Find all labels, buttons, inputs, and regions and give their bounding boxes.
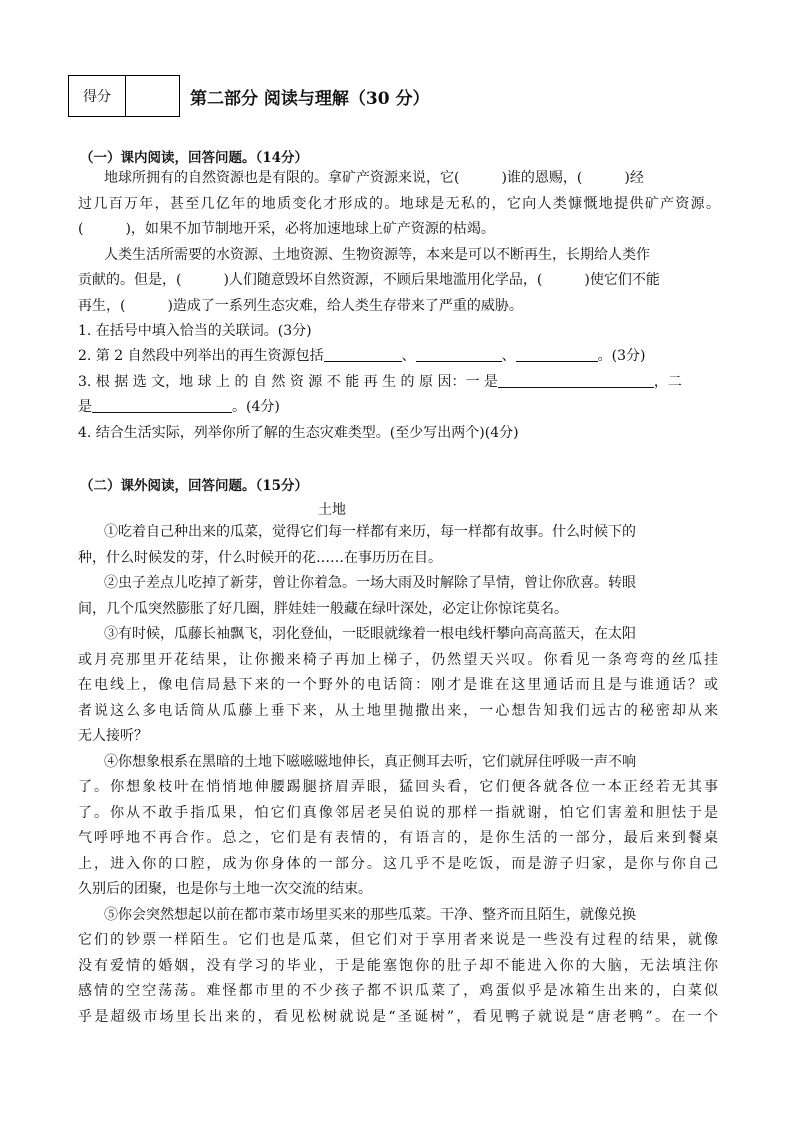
article-line: 了。你从不敢手指瓜果，怕它们真像邻居老吴伯说的那样一指就谢，怕它们害羞和胆怯于是 [78, 805, 718, 821]
passage1-line: 过几百万年，甚至几亿年的地质变化才形成的。地球是无私的，它向人类慷慨地提供矿产资源。 [78, 196, 720, 212]
article-line: 它们的钞票一样陌生。它们也是瓜菜，但它们对于享用者来说是一些没有过程的结果，就像 [78, 932, 718, 948]
article-line: 感情的空空荡荡。难怪都市里的不少孩子都不识瓜菜了，鸡蛋似乎是冰箱生出来的，白菜似 [78, 983, 718, 999]
answer-blank[interactable] [324, 347, 402, 362]
article-line: 间，几个瓜突然膨胀了好几圈，胖娃娃一般藏在绿叶深处，必定让你惊诧莫名。 [78, 601, 568, 617]
question-2-suffix: 。(3分) [597, 348, 646, 364]
article-line: ⑤你会突然想起以前在都市菜市场里买来的那些瓜菜。干净、整齐而且陌生，就像兑换 [104, 907, 636, 923]
article-line: 或月亮那里开花结果，让你搬来椅子再加上梯子，仍然望天兴叹。你看见一条弯弯的丝瓜挂 [78, 652, 718, 668]
article-line: 在电线上，像电信局悬下来的一个野外的电话筒：刚才是谁在这里通话而且是与谁通话？或 [78, 677, 718, 693]
score-blank-cell [126, 76, 179, 116]
article-line: ④你想象根系在黑暗的土地下嗞嗞嗞地伸长，真正侧耳去听，它们就屏住呼吸一声不响 [104, 754, 636, 770]
question-2-text: 2. 第 2 自然段中列举出的再生资源包括 [78, 348, 324, 364]
section2-title: （二）课外阅读，回答问题。（15分） [80, 478, 309, 494]
question-3-text: 3. 根 据 选 文，地 球 上 的 自 然 资 源 不 能 再 生 的 原 因：一 是 [78, 374, 498, 390]
passage1-line: ( )，如果不加节制地开采，必将加速地球上矿产资源的枯竭。 [78, 221, 495, 237]
article-title: 土地 [318, 502, 346, 518]
article-line: ①吃着自己种出来的瓜菜，觉得它们每一样都有来历，每一样都有故事。什么时候下的 [104, 524, 636, 540]
answer-blank[interactable] [92, 398, 232, 413]
article-line: 没有爱情的婚姻，没有学习的毕业，于是能塞饱你的肚子却不能进入你的大脑，无法填注你 [78, 958, 718, 974]
article-line: 乎是超级市场里长出来的，看见松树就说是“圣诞树”，看见鸭子就说是“唐老鸭”。在一个 [78, 1009, 718, 1025]
passage1-line: 贡献的。但是，( )人们随意毁坏自然资源，不顾后果地滥用化学品，( )使它们不能 [78, 272, 660, 288]
article-line: 久别后的团聚，也是你与土地一次交流的结束。 [78, 881, 372, 897]
question-2 [78, 346, 645, 366]
question-3-line2 [78, 397, 280, 417]
score-label: 得分 [69, 76, 126, 116]
article-line: 者说这么多电话筒从瓜藤上垂下来，从土地里抛撒出来，一心想告知我们远古的秘密却从来 [78, 703, 718, 719]
passage1-line: 再生，( )造成了一系列生态灾难，给人类生存带来了严重的威胁。 [78, 298, 523, 314]
answer-blank[interactable] [516, 347, 598, 362]
article-line: ③有时候，瓜藤长袖飘飞，羽化登仙，一眨眼就缘着一根电线杆攀向高高蓝天，在太阳 [104, 626, 636, 642]
section1-title: （一）课内阅读，回答问题。（14分） [80, 150, 309, 166]
separator: 、 [401, 348, 416, 364]
article-line: 种，什么时候发的芽，什么时候开的花……在事历历在目。 [78, 550, 442, 566]
question-3-suffix: 。(4分) [232, 399, 280, 415]
part-title: 第二部分 阅读与理解（30 分） [190, 89, 430, 109]
article-line: 上，进入你的口腔，成为你身体的一部分。这几乎不是吃饭，而是游子归家，是你与你自己 [78, 856, 718, 872]
article-line: 气呼呼地不再合作。总之，它们是有表情的，有语言的，是你生活的一部分，最后来到餐桌 [78, 830, 718, 846]
question-4: 4. 结合生活实际，列举你所了解的生态灾难类型。(至少写出两个)(4分) [78, 425, 519, 441]
passage1-line: 地球所拥有的自然资源也是有限的。拿矿产资源来说，它( )谁的恩赐，( )经 [104, 170, 644, 186]
article-line: ②虫子差点儿吃掉了新芽，曾让你着急。一场大雨及时解除了旱情，曾让你欣喜。转眼 [104, 575, 636, 591]
question-3-line2-prefix: 是 [78, 399, 92, 415]
score-box [68, 75, 180, 117]
question-1: 1. 在括号中填入恰当的关联词。(3分) [78, 323, 312, 339]
question-3 [78, 372, 682, 392]
passage1-line: 人类生活所需要的水资源、土地资源、生物资源等，本来是可以不断再生，长期给人类作 [104, 247, 650, 263]
answer-blank[interactable] [498, 373, 654, 388]
article-line: 无人接听？ [78, 728, 148, 744]
question-3-mid: ，二 [653, 374, 682, 390]
separator: 、 [501, 348, 516, 364]
answer-blank[interactable] [416, 347, 502, 362]
article-line: 了。你想象枝叶在悄悄地伸腰踢腿挤眉弄眼，猛回头看，它们便各就各位一本正经若无其事 [78, 779, 718, 795]
